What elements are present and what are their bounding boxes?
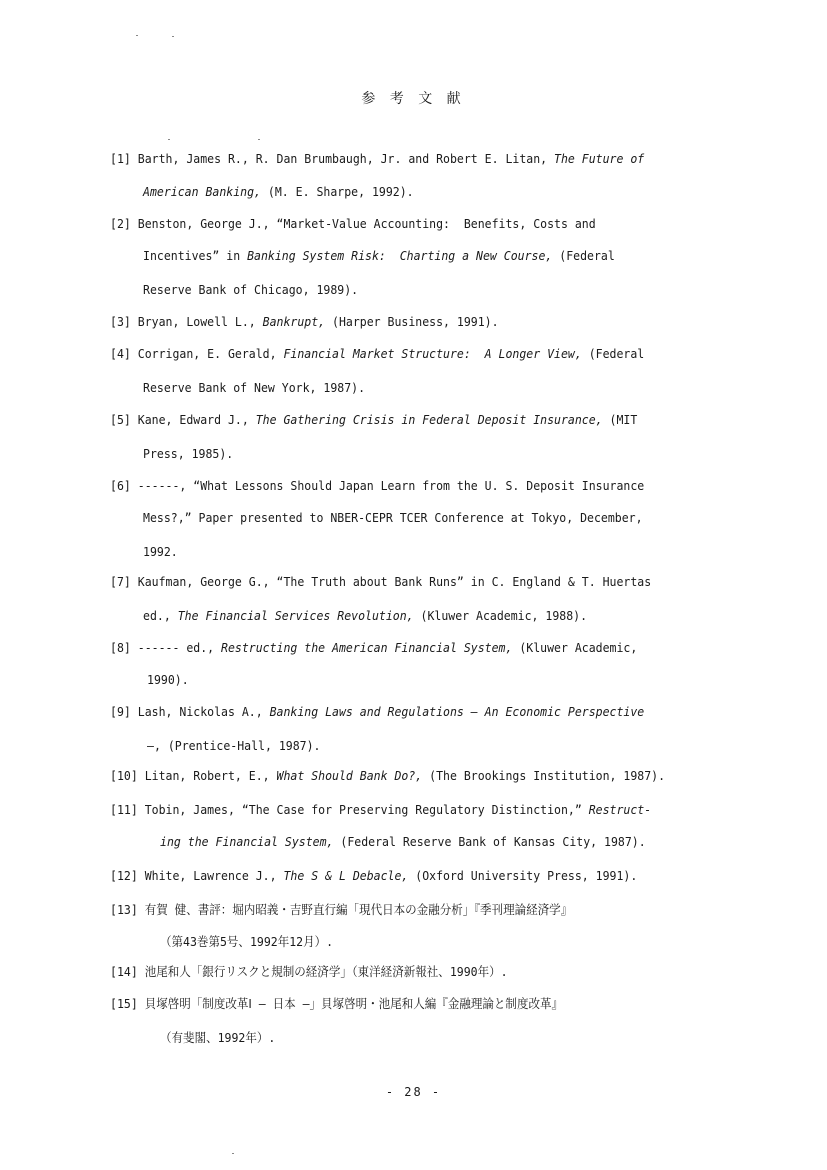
reference-item — [110, 314, 499, 330]
reference-text: （第43巻第5号、1992年12月）. — [160, 934, 334, 949]
scan-speck — [232, 1153, 234, 1154]
reference-continuation — [143, 544, 178, 560]
reference-item — [110, 346, 644, 362]
reference-text: (Kluwer Academic, 1988). — [413, 608, 588, 623]
reference-item — [110, 478, 644, 494]
page-title: 参 考 文 献 — [361, 91, 466, 107]
reference-item — [110, 704, 644, 720]
reference-text: Reserve Bank of Chicago, 1989). — [143, 282, 359, 297]
reference-text: (Federal — [581, 346, 645, 361]
reference-text: Press, 1985). — [143, 446, 234, 461]
reference-text: [15] 貝塚啓明「制度改革Ⅰ — 日本 —」貝塚啓明・池尾和人編『金融理論と制度改革』 — [110, 996, 564, 1011]
reference-text: [5] Kane, Edward J., — [110, 412, 256, 427]
reference-item — [110, 768, 665, 784]
reference-title-italic: Banking Laws and Regulations — An Economic Perspective — [269, 704, 645, 719]
reference-item — [110, 412, 637, 428]
reference-text: [7] Kaufman, George G., “The Truth about Bank Runs” in C. England & T. Huertas — [110, 574, 652, 589]
reference-continuation — [143, 446, 233, 462]
reference-continuation — [143, 248, 615, 264]
reference-item — [110, 964, 508, 980]
scan-speck — [258, 139, 260, 140]
reference-text: [6] ------, “What Lessons Should Japan Learn from the U. S. Deposit Insurance — [110, 478, 645, 493]
reference-text: (Federal Reserve Bank of Kansas City, 1987). — [333, 834, 646, 849]
reference-title-italic: Restructing the American Financial System, — [221, 640, 513, 655]
reference-title-italic: American Banking, — [143, 184, 261, 199]
reference-text: [4] Corrigan, E. Gerald, — [110, 346, 284, 361]
reference-continuation — [160, 934, 333, 950]
reference-text: [14] 池尾和人「銀行リスクと規制の経済学」（東洋経済新報社、1990年）. — [110, 964, 508, 979]
reference-text: [8] ------ ed., — [110, 640, 222, 655]
reference-title-italic: The Financial Services Revolution, — [177, 608, 414, 623]
reference-text: [13] 有賀 健、書評：堀内昭義・吉野直行編「現代日本の金融分析」『季刊理論経済学』 — [110, 902, 573, 917]
reference-text: Mess?,” Paper presented to NBER-CEPR TCER Conference at Tokyo, December, — [143, 510, 643, 525]
reference-title-italic: The S & L Debacle, — [283, 868, 409, 883]
reference-text: —, (Prentice-Hall, 1987). — [147, 738, 321, 753]
reference-title-italic: The Gathering Crisis in Federal Deposit Insurance, — [255, 412, 603, 427]
reference-text: (The Brookings Institution, 1987). — [422, 768, 666, 783]
reference-continuation — [147, 672, 189, 688]
reference-continuation — [143, 380, 365, 396]
reference-continuation — [160, 834, 646, 850]
scan-speck — [168, 139, 170, 140]
reference-title-italic: Restruct- — [588, 802, 652, 817]
reference-text: ed., — [143, 608, 178, 623]
reference-continuation — [160, 1030, 275, 1046]
reference-text: [3] Bryan, Lowell L., — [110, 314, 263, 329]
reference-item — [110, 996, 563, 1012]
reference-text: (MIT — [602, 412, 638, 427]
reference-continuation — [143, 510, 643, 526]
reference-title-italic: Banking System Risk: Charting a New Course, — [247, 248, 553, 263]
reference-text: [11] Tobin, James, “The Case for Preserving Regulatory Distinction,” — [110, 802, 589, 817]
reference-text: Reserve Bank of New York, 1987). — [143, 380, 366, 395]
reference-text: [12] White, Lawrence J., — [110, 868, 284, 883]
reference-text: [10] Litan, Robert, E., — [110, 768, 277, 783]
reference-text: (Kluwer Academic, — [512, 640, 638, 655]
reference-title-italic: ing the Financial System, — [160, 834, 334, 849]
reference-item — [110, 902, 572, 918]
reference-item — [110, 640, 637, 656]
reference-text: [9] Lash, Nickolas A., — [110, 704, 270, 719]
reference-item — [110, 574, 651, 590]
reference-text: (Federal — [552, 248, 615, 263]
reference-title-italic: Financial Market Structure: A Longer View, — [283, 346, 582, 361]
page-number: - 28 - — [385, 1085, 442, 1099]
reference-text: (Oxford University Press, 1991). — [408, 868, 638, 883]
reference-title-italic: What Should Bank Do?, — [276, 768, 423, 783]
reference-title-italic: Bankrupt, — [262, 314, 326, 329]
reference-text: [1] Barth, James R., R. Dan Brumbaugh, Jr. and Robert E. Litan, — [110, 151, 555, 166]
scan-speck — [172, 36, 174, 37]
reference-text: 1990). — [147, 672, 189, 687]
reference-text: (M. E. Sharpe, 1992). — [260, 184, 414, 199]
reference-item — [110, 216, 596, 232]
reference-title-italic: The Future of — [554, 151, 645, 166]
reference-continuation — [143, 282, 358, 298]
reference-item — [110, 802, 651, 818]
reference-item — [110, 868, 637, 884]
reference-continuation — [143, 184, 414, 200]
reference-continuation — [143, 608, 587, 624]
reference-text: （有斐閣、1992年）. — [160, 1030, 276, 1045]
scan-speck — [136, 35, 138, 36]
reference-text: (Harper Business, 1991). — [325, 314, 499, 329]
reference-text: Incentives” in — [143, 248, 248, 263]
reference-continuation — [147, 738, 320, 754]
reference-text: [2] Benston, George J., “Market-Value Accounting: Benefits, Costs and — [110, 216, 596, 231]
reference-text: 1992. — [143, 544, 178, 559]
reference-item — [110, 151, 644, 167]
